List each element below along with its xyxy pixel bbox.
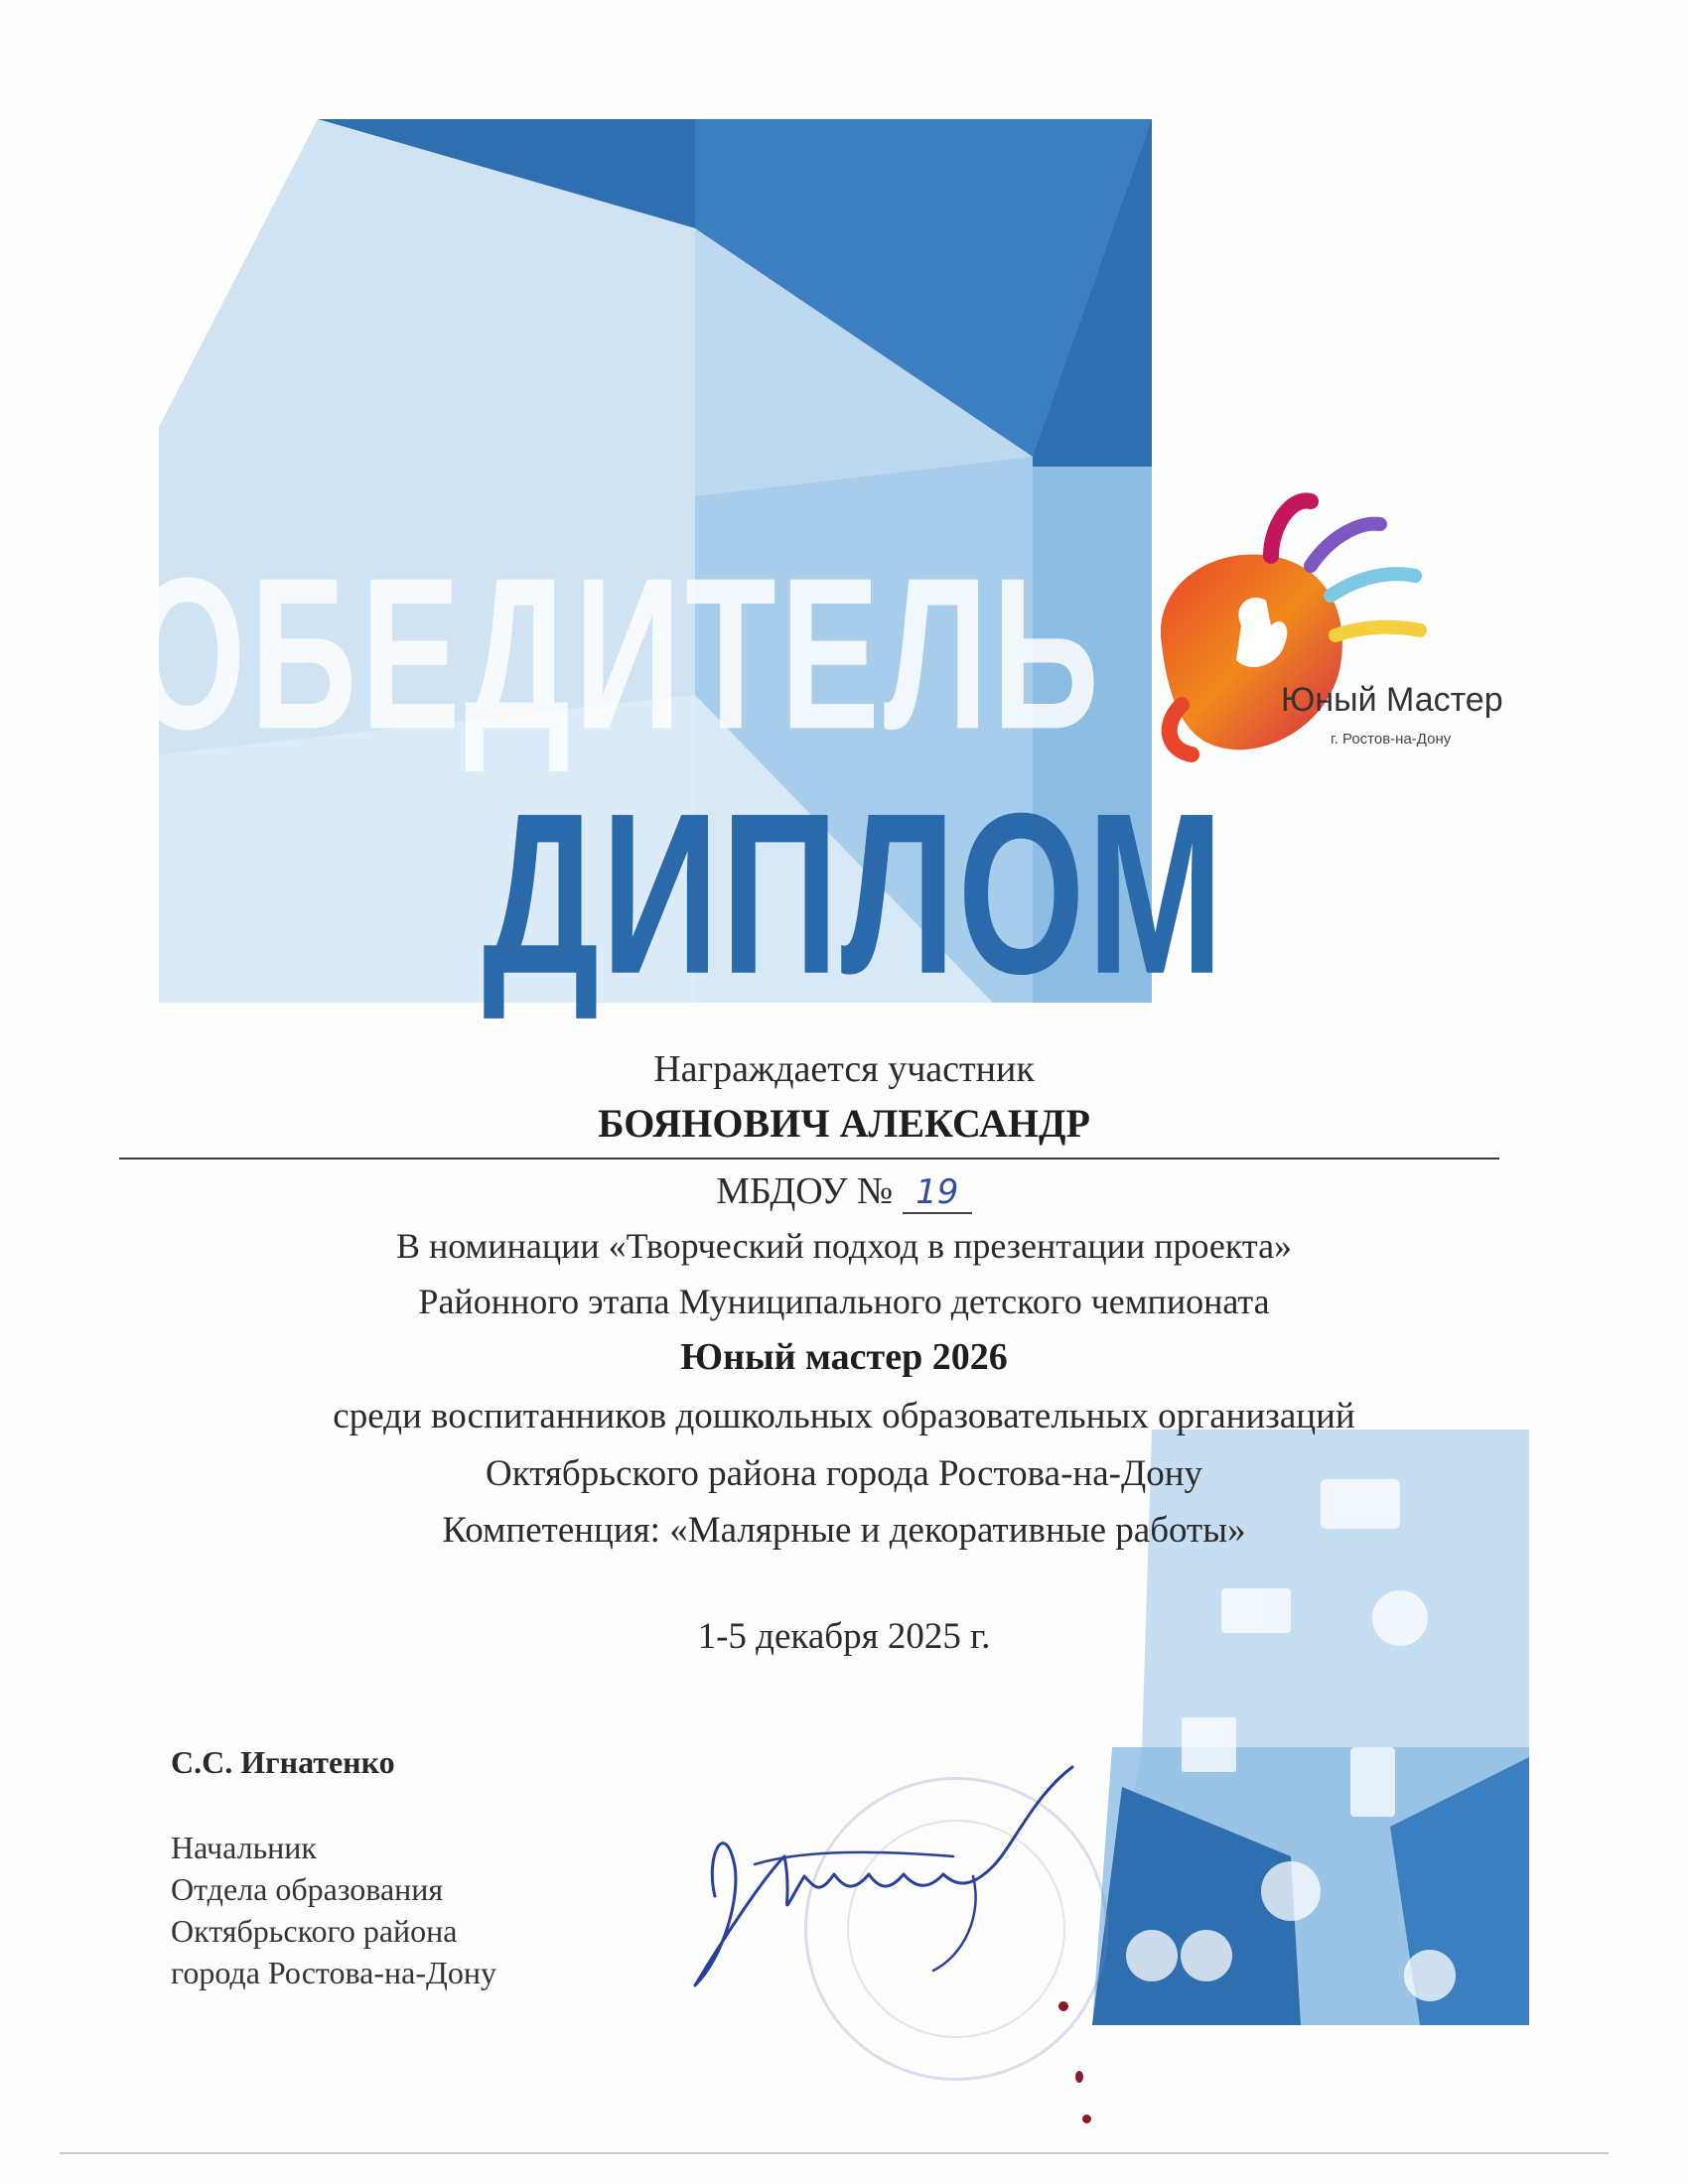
position-line: города Ростова-на-Дону	[171, 1955, 496, 1990]
participant-name: БОЯНОВИЧ АЛЕКСАНДР	[598, 1101, 1090, 1146]
participants-scope-1: среди воспитанников дошкольных образовательных организаций	[333, 1396, 1355, 1436]
finger-4	[1336, 627, 1420, 635]
ink-spot	[1082, 2115, 1091, 2123]
signatory-position	[171, 1827, 496, 1993]
chef-cloche-icon	[1261, 1861, 1321, 1921]
awarded-intro: Награждается участник	[653, 1048, 1035, 1090]
cube-3d-icon	[1182, 1717, 1236, 1772]
event-title: Юный мастер 2026	[680, 1336, 1008, 1378]
finger-2	[1311, 524, 1380, 566]
school-line	[0, 1169, 1688, 1214]
position-line: Отдела образования	[171, 1871, 444, 1907]
diploma-heading: ДИПЛОМ	[482, 764, 1226, 1022]
finger-3	[1331, 574, 1415, 596]
logo-title: Юный Мастер	[1281, 681, 1503, 719]
signatory-name: С.С. Игнатенко	[171, 1744, 395, 1780]
kids-faces-icon	[1126, 1930, 1178, 1981]
school-number-handwritten: 19	[903, 1172, 972, 1214]
logo-city: г. Ростов-на-Дону	[1331, 731, 1452, 748]
frying-pan-icon	[1404, 1950, 1456, 2001]
kids-faces-icon-2	[1181, 1930, 1232, 1981]
scan-artifact-line	[60, 2152, 1609, 2154]
ink-spot	[1058, 2001, 1068, 2011]
participants-scope-2: Октябрьского района города Ростова-на-Дону	[485, 1453, 1202, 1494]
ink-spot	[1075, 2071, 1083, 2083]
young-master-logo	[1122, 477, 1539, 774]
championship-stage: Районного этапа Муниципального детского чемпионата	[418, 1282, 1270, 1321]
school-prefix: МБДОУ №	[716, 1170, 894, 1212]
position-line: Начальник	[171, 1830, 317, 1865]
winner-heading: ПОБЕДИТЕЛЬ	[19, 531, 1103, 774]
competence: Компетенция: «Малярные и декоративные работы»	[442, 1510, 1246, 1551]
name-underline	[119, 1158, 1499, 1160]
finger-1	[1271, 500, 1311, 556]
event-date: 1-5 декабря 2025 г.	[697, 1616, 991, 1657]
nomination: В номинации «Творческий подход в презентации проекта»	[395, 1226, 1293, 1266]
handwritten-signature	[655, 1757, 1112, 2005]
scissors-icon	[1350, 1747, 1395, 1817]
position-line: Октябрьского района	[171, 1913, 458, 1949]
